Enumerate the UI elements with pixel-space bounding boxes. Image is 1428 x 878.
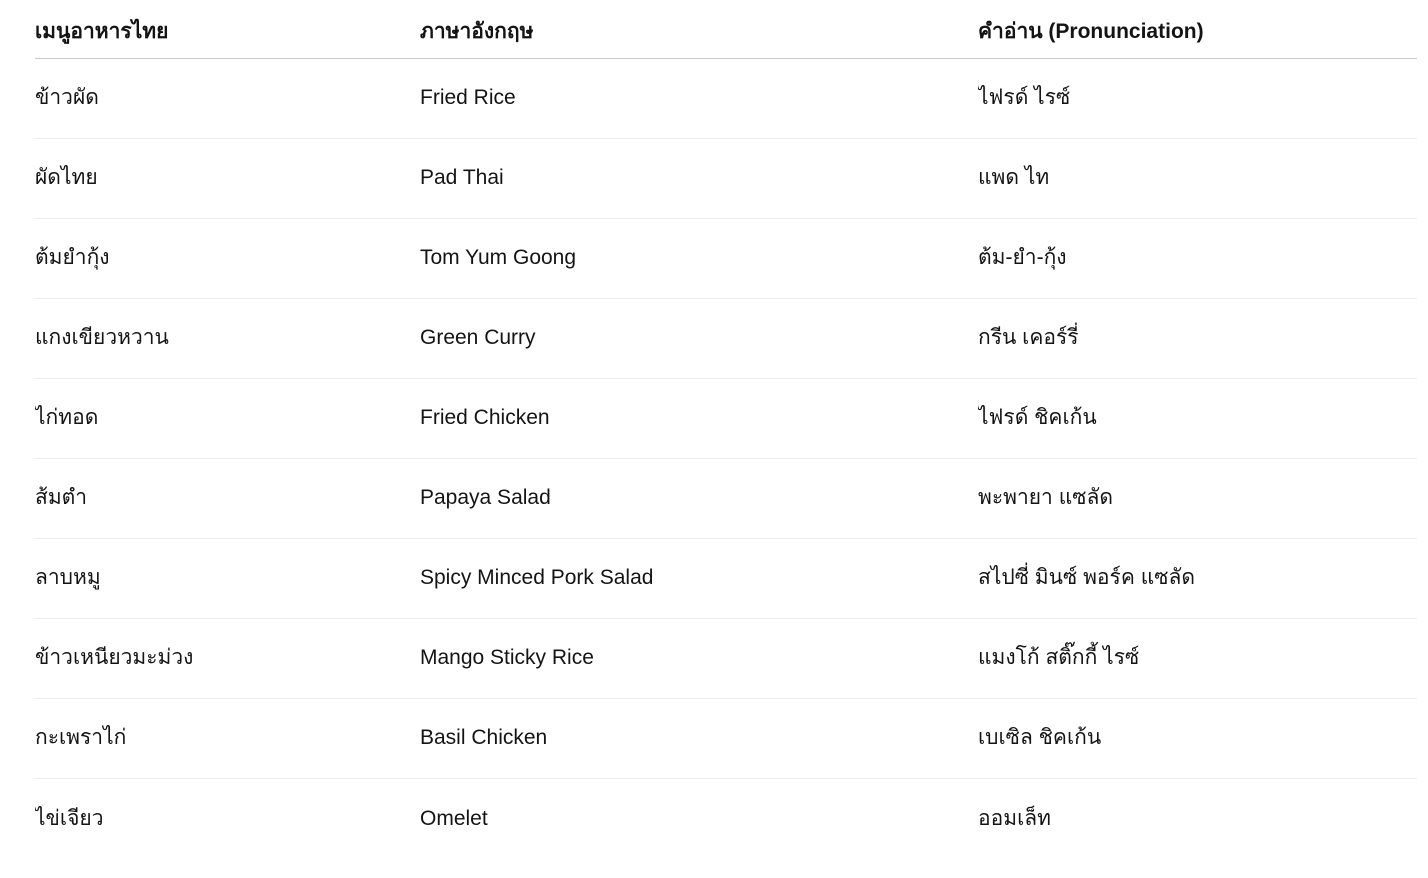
table-row: [35, 138, 1417, 218]
table-row: [35, 618, 1417, 698]
table-row: [35, 778, 1417, 858]
pronunciation-cell: ไฟรด์ ไรซ์: [978, 58, 1417, 138]
table-body: [35, 58, 1417, 858]
english-name-cell: Omelet: [420, 806, 488, 830]
pronunciation-cell: ไฟรด์ ชิคเก้น: [978, 378, 1417, 458]
table-row: [35, 58, 1417, 138]
english-name-cell: Fried Rice: [420, 58, 978, 138]
pronunciation-cell: สไปซี่ มินซ์ พอร์ค แซลัด: [978, 538, 1417, 618]
english-name-cell: Pad Thai: [420, 138, 978, 218]
thai-name-cell: ส้มตำ: [35, 458, 420, 538]
pronunciation-cell: แพด ไท: [978, 138, 1417, 218]
english-name-cell: Spicy Minced Pork Salad: [420, 538, 978, 618]
english-name-cell: Basil Chicken: [420, 698, 978, 778]
table-row: [35, 538, 1417, 618]
thai-name-cell: ไก่ทอด: [35, 378, 420, 458]
pronunciation-cell: กรีน เคอร์รี่: [978, 298, 1417, 378]
english-name-cell: Papaya Salad: [420, 458, 978, 538]
thai-name-cell: ผัดไทย: [35, 138, 420, 218]
column-header-thai-menu: เมนูอาหารไทย: [35, 0, 420, 58]
thai-name-cell: ข้าวเหนียวมะม่วง: [35, 618, 420, 698]
table-row: [35, 298, 1417, 378]
table-row: [35, 698, 1417, 778]
pronunciation-cell: ออมเล็ท: [978, 806, 1051, 830]
table-row: [35, 378, 1417, 458]
pronunciation-cell: แมงโก้ สติ๊กกี้ ไรซ์: [978, 618, 1417, 698]
pronunciation-cell: ต้ม-ยำ-กุ้ง: [978, 218, 1417, 298]
english-name-cell: Mango Sticky Rice: [420, 618, 978, 698]
table-row: [35, 218, 1417, 298]
english-name-cell: Fried Chicken: [420, 378, 978, 458]
thai-menu-table: [35, 0, 1417, 858]
english-name-cell: Tom Yum Goong: [420, 218, 978, 298]
pronunciation-cell: เบเซิล ชิคเก้น: [978, 698, 1417, 778]
column-header-english: ภาษาอังกฤษ: [420, 0, 978, 58]
thai-name-cell: ไข่เจียว: [35, 806, 104, 830]
thai-name-cell: กะเพราไก่: [35, 698, 420, 778]
column-header-pronunciation: คำอ่าน (Pronunciation): [978, 0, 1417, 58]
thai-name-cell: แกงเขียวหวาน: [35, 298, 420, 378]
table-row: [35, 458, 1417, 538]
thai-name-cell: ข้าวผัด: [35, 58, 420, 138]
english-name-cell: Green Curry: [420, 298, 978, 378]
pronunciation-cell: พะพายา แซลัด: [978, 458, 1417, 538]
thai-name-cell: ต้มยำกุ้ง: [35, 218, 420, 298]
table-header-row: [35, 0, 1417, 58]
thai-name-cell: ลาบหมู: [35, 538, 420, 618]
